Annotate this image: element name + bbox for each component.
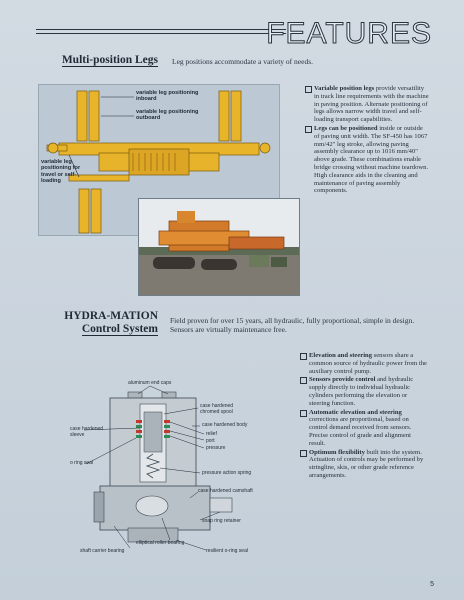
legs-title-text: Multi-position Legs (61, 54, 158, 66)
legs-bullet-2-text: inside or outside of paving unit width. The SF-450 has 1067 mm/42" leg stroke, allowing paving assembly clearance up to 1016 mm/40" above grade. These combinations enable bridge crossing without machine teardown. High clearance aids in the cleaning and maintenance of paving assembly components. (314, 124, 429, 195)
page-number: 5 (430, 581, 434, 588)
header-rule-bottom (36, 33, 286, 34)
label-inboard: variable leg positioning inboard (136, 90, 199, 103)
legs-bullet-list (305, 85, 429, 196)
hydra-bullet-3 (300, 409, 428, 448)
hydra-bullet-list (300, 352, 428, 481)
legs-subtitle: Leg positions accommodate a variety of needs. (172, 57, 313, 66)
hydra-bullet-2-text: and hydraulic supply directly to individual hydraulic cylinders performing the elevation or steering function. (309, 376, 414, 407)
hydra-bullet-4 (300, 449, 428, 480)
label-relief: relief (206, 431, 217, 437)
hydra-title-line1: HYDRA-MATION (64, 310, 158, 322)
legs-bullet-1-lead: Variable position legs (314, 85, 375, 92)
label-travel: variable leg positioning for travel or self-loading (41, 159, 81, 185)
legs-bullet-1-text: provide versatility in track line requirements with the machine in paving position. Alternate positioning of legs allows narrow width travel and self-loading transport capabilities. (314, 85, 429, 124)
label-port: port (206, 438, 215, 444)
hydra-subtitle: Field proven for over 15 years, all hydraulic, fully proportional, simple in design. Sensors are virtually maintenance free. (170, 316, 415, 334)
header-rule-top (36, 29, 286, 30)
legs-bullet-2-lead: Legs can be positioned (314, 124, 378, 132)
hydra-title-line2: Control System (81, 323, 158, 335)
machine-photo-image (139, 199, 299, 295)
hydra-bullet-2 (300, 376, 428, 407)
page-title: FEATURES (266, 17, 432, 50)
checkbox-square-icon (300, 377, 307, 384)
hydra-bullet-1-lead: Elevation and steering (309, 352, 373, 359)
label-resilient-o-ring-seal: resilient o-ring seal (206, 548, 248, 554)
hydra-bullet-3-lead: Automatic elevation and steering (309, 408, 402, 416)
checkbox-square-icon (305, 126, 312, 133)
hydra-bullet-1-text: sensors share a common source of hydraulic power from the auxiliary control pump. (309, 352, 427, 375)
machine-photo (138, 198, 300, 296)
legs-section-title (48, 54, 158, 67)
label-camshaft: case hardened camshaft (198, 488, 253, 494)
label-case-hardened-body: case hardened body (202, 422, 248, 428)
sensor-drawing (70, 368, 290, 558)
label-chromed-spool: case hardened chromed spool (200, 403, 234, 415)
hydra-bullet-2-lead: Sensors provide control (309, 376, 376, 384)
hydra-bullet-4-lead: Optimum flexibility (309, 448, 365, 456)
label-aluminum-end-caps: aluminum end caps (128, 380, 172, 386)
label-o-ring-seal: o ring seal (70, 460, 94, 466)
label-pressure-action-spring: pressure action spring (202, 470, 252, 476)
label-case-hardened-sleeve: case hardened sleeve (70, 426, 104, 438)
hydra-section-title (40, 310, 158, 336)
checkbox-square-icon (300, 450, 307, 457)
label-outboard: variable leg positioning outboard (136, 109, 199, 122)
hydra-bullet-4-text: built into the system. Actuation of controls may be performed by stringline, skis, or other grade reference arrangements. (309, 448, 424, 479)
label-elliptical-roller-bearing: elliptical roller bearing (136, 540, 185, 546)
label-snap-ring: snap ring retainer (202, 518, 241, 524)
label-shaft-carrier-bearing: shaft carrier bearing (80, 548, 125, 554)
sensor-cutaway-diagram (70, 368, 290, 558)
legs-bullet-1 (305, 85, 429, 124)
hydra-bullet-3-text: corrections are proportional, based on control demand received from sensors. Precise control of grade and alignment result. (309, 416, 412, 447)
hydra-bullet-1 (300, 352, 428, 375)
checkbox-square-icon (300, 353, 307, 360)
label-pressure: pressure (206, 445, 226, 451)
checkbox-square-icon (305, 86, 312, 93)
checkbox-square-icon (300, 410, 307, 417)
legs-bullet-2 (305, 125, 429, 195)
